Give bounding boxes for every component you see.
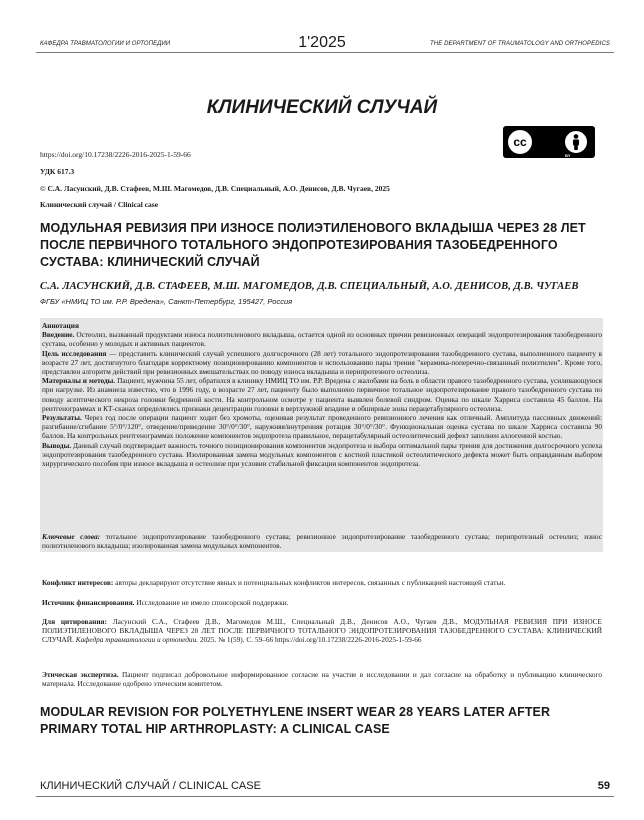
authors-line: С.А. ЛАСУНСКИЙ, Д.В. СТАФЕЕВ, М.Ш. МАГОМЕДОВ, Д.В. СПЕЦИАЛЬНЫЙ, А.О. ДЕНИСОВ, Д.В. ЧУГАЕВ [40, 281, 579, 292]
header-divider [36, 52, 614, 53]
person-icon [563, 129, 589, 155]
abstract-heading: Аннотация [42, 321, 79, 330]
ethics-statement [42, 670, 602, 688]
conflict-text: авторы декларируют отсутствие явных и потенциальных конфликтов интересов, связанных с публикацией настоящей статьи. [113, 578, 506, 587]
doi-link[interactable]: https://doi.org/10.17238/2226-2016-2025-1-59-66 [40, 150, 191, 159]
abstract-content [42, 321, 602, 468]
udk-code: УДК 617.3 [40, 167, 75, 176]
keywords-text: тотальное эндопротезирование тазобедренного сустава; ревизионное эндопротезирование тазобедренного сустава; перипротезный остеолиз; износ полиэтиленового вкладыша; изолированная замена модульных компонентов. [42, 532, 602, 551]
funding-label: Источник финансирования. [42, 598, 135, 607]
conflict-of-interest [42, 578, 602, 587]
conclusions-label: Выводы. [42, 440, 72, 450]
ethics-text: Пациент подписал добровольное информированное согласие на участие в исследовании и дал согласие на обработку и публикацию клинического материала. Исследование одобрено этическим комитетом. [42, 670, 602, 689]
citation-tail: 2025. № 1(59). С. 59–66 https://doi.org/10.17238/2226-2016-2025-1-59-66 [198, 635, 422, 645]
ethics-label: Этическая экспертиза. [42, 670, 119, 679]
citation-journal: Кафедра травматологии и ортопедии. [75, 635, 199, 645]
running-header-left: КАФЕДРА ТРАВМАТОЛОГИИ И ОРТОПЕДИИ [40, 41, 171, 47]
footer-section-label: КЛИНИЧЕСКИЙ СЛУЧАЙ / CLINICAL CASE [40, 780, 261, 792]
article-title-en: MODULAR REVISION FOR POLYETHYLENE INSERT WEAR 28 YEARS LATER AFTER PRIMARY TOTAL HIP ARTHROPLASTY: A CLINICAL CASE [40, 705, 551, 736]
by-label: BY [565, 153, 571, 158]
funding-source [42, 598, 602, 607]
article-category: Клинический случай / Clinical case [40, 200, 159, 209]
results-text: Через год после операции пациент ходит без хромоты, оценивая результат проведенного ревизионного лечения как отличный. Амплитуда пассивных движений: разгибание/сгибание 5°/0°/120°, отведение/приведение 30°/0°/30°, наружняя/внутренняя ротация 30°/0°/30°. Функциональная оценка сустава по шкале Харриса составила 90 баллов. На контрольных рентгенограммах положение компонентов эндопротеза правильное, перацетабулярный остеолитический дефект заполнен аллогенной костью. [42, 413, 602, 441]
page-number: 59 [597, 780, 610, 792]
citation-text: Ласунский С.А., Стафеев Д.В., Магомедов М.Ш., Специальный Д.В., Денисов А.О., Чугаев Д.В., МОДУЛЬНАЯ РЕВИЗИЯ ПРИ ИЗНОСЕ ПОЛИЭТИЛЕНОВОГО ВКЛАДЫША ЧЕРЕЗ 28 ЛЕТ ПОСЛЕ ПЕРВИЧНОГО ТОТАЛЬНОГО ЭНДОПРОТЕЗИРОВАНИЯ ТАЗОБЕДРЕННОГО СУСТАВА: КЛИНИЧЕСКИЙ СЛУЧАЙ. [42, 617, 603, 645]
citation-label: Для цитирования: [42, 617, 107, 626]
running-header-right: THE DEPARTMENT OF TRAUMATOLOGY AND ORTHOPEDICS [430, 41, 610, 47]
keywords-label: Ключевые слова: [42, 532, 101, 541]
section-title: КЛИНИЧЕСКИЙ СЛУЧАЙ [206, 97, 438, 118]
keywords [42, 532, 602, 550]
funding-text: Исследование не имело спонсорской поддержки. [134, 598, 289, 607]
aim-label: Цель исследования [42, 348, 107, 358]
copyright-line: © С.А. Ласунский, Д.В. Стафеев, М.Ш. Магомедов, Д.В. Специальный, А.О. Денисов, Д.В. Чугаев, 2025 [40, 184, 390, 193]
methods-text: Пациент, мужчина 55 лет, обратился в клинику НМИЦ ТО им. Р.Р. Вредена с жалобами на боль в области правого тазобедренного сустава, усиливающуюся при нагрузке. Из анамнеза известно, что в 1996 году, в возрасте 27 лет, пациенту было выполнено первичное тотальное эндопротезирование правого тазобедренного сустава по поводу асептического некроза головки бедренной кости. На контрольном осмотре у пациента выявлен болевой синдром. Оценка по шкале Харриса составила 45 баллов. На рентгенограммах и КТ-сканах определялись признаки децентрации головки в вертлужной впадине и обширные зоны перацетабулярного остеолиза. [42, 376, 603, 413]
intro-text: Остеолиз, вызванный продуктами износа полиэтиленового вкладыша, остается одной из основных причин ревизионных операций эндопротезирования тазобедренного сустава, особенно у молодых и активных пациентов. [42, 330, 602, 349]
article-title-ru: МОДУЛЬНАЯ РЕВИЗИЯ ПРИ ИЗНОСЕ ПОЛИЭТИЛЕНОВОГО ВКЛАДЫША ЧЕРЕЗ 28 ЛЕТ ПОСЛЕ ПЕРВИЧНОГО ТОТАЛЬНОГО ЭНДОПРОТЕЗИРОВАНИЯ ТАЗОБЕДРЕННОГО СУСТАВА: КЛИНИЧЕСКИЙ СЛУЧАЙ [40, 221, 586, 269]
conflict-label: Конфликт интересов: [42, 578, 114, 587]
cc-icon: cc [506, 128, 534, 156]
results-label: Результаты. [42, 413, 82, 423]
cc-by-license-badge[interactable] [503, 126, 595, 158]
intro-label: Введение. [42, 330, 75, 340]
footer-divider [36, 796, 614, 797]
methods-label: Материалы и методы. [42, 376, 116, 386]
affiliation: ФГБУ «НМИЦ ТО им. Р.Р. Вредена», Санкт-Петербург, 195427, Россия [40, 297, 293, 306]
aim-text: — представить клинический случай успешного долгосрочного (28 лет) тотального эндопротезирования тазобедренного сустава, выполненного пациенту в возрасте 27 лет, достигнутого благодаря корректному позиционированию компонентов и использованию пары трения "керамика-поперечно-связанный полиэтилен". Кроме того, представлен алгоритм действий при ревизионных вмешательствах по поводу износа вкладыша и перипротезного остеолиза. [42, 348, 602, 377]
citation [42, 617, 602, 645]
issue-number: 1'2025 [298, 34, 346, 51]
conclusions-text: Данный случай подтверждает важность точного позиционирования компонентов эндопротеза и выбора оптимальной пары трения для достижения долгосрочного успеха эндопротезирования тазобедренного сустава. Изолированная замена модульных компонентов с костной пластикой остеолитического дефекта может быть оправданным выбором хирургического пособия при износе вкладыша и остеолизе при условии стабильной фиксации компонентов эндопротеза. [42, 440, 602, 469]
